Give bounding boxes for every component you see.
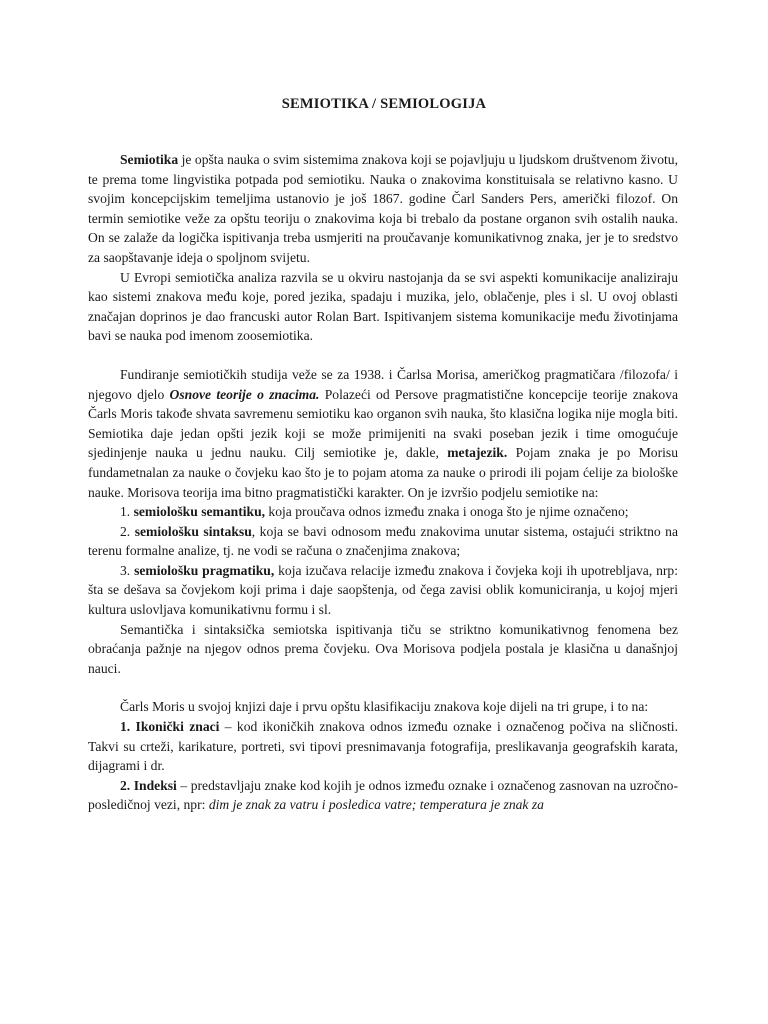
list-item-indeksi: 2. Indeksi – predstavljaju znake kod kojih je odnos između oznake i označenog zasnovan na uzročno-posledičnoj vezi, npr: dim je znak za vatru i posledica vatre; temperatura je znak za: [88, 777, 678, 813]
document-title: SEMIOTIKA / SEMIOLOGIJA: [281, 96, 487, 112]
paragraph-gap: [88, 678, 678, 697]
paragraph-podjela: Semantička i sintaksička semiotska ispitivanja tiču se striktno komunikativnog fenomena bez obraćanja pažnje na njegov odnos prema čovjeku. Ova Morisova podjela postala je klasična u današnjoj nauci.: [88, 621, 678, 676]
paragraph-semiotika: Semiotika je opšta nauka o svim sistemima znakova koji se pojavljuju u ljudskom društvenom životu, te prema tome lingvistika potpada pod semiotiku. Nauka o znakovima konstituisala se relativno kasno. U svojim koncepcijskim temeljima ustanovio je još 1867. godine Čarl Sanders Pers, američki filozof. On termin semiotike veže za opštu teoriju o znakovima koja bi trebalo da postane organon svih ostalih nauka. On se zalaže da logička ispitivanja treba usmjeriti na proučavanje komunikativnog znaka, jer je to sredstvo za saopštavanje ideja o spoljnom svijetu.: [88, 152, 678, 265]
paragraph-klasifikacija: Čarls Moris u svojoj knjizi daje i prvu opštu klasifikaciju znakova koje dijeli na tri grupe, i to na:: [120, 699, 649, 715]
term-semiotika: Semiotika: [120, 152, 179, 167]
book-title: Osnove teorije o znacima.: [169, 386, 320, 402]
list-item-semantika: 1. semiološku semantiku, koja proučava odnos između znaka i onoga što je njime označeno;: [120, 504, 629, 520]
list-item-sintaksa: 2. semiološku sintaksu, koja se bavi odnosom među znakovima unutar sistema, ostajući striktno na terenu formalne analize, tj. ne vodi se računa o značenjima znakova;: [88, 523, 679, 559]
list-item-ikonicki-znaci: 1. Ikonički znaci – kod ikoničkih znakova odnos između oznake i označenog počiva na sličnosti. Takvi su crteži, karikature, portreti, svi tipovi presnimavanja fotografija, preslikavanja geografskih karata, dijagrami i dr.: [88, 719, 678, 774]
paragraph-evropa: U Evropi semiotička analiza razvila se u okviru nastojanja da se svi aspekti komunikacije analiziraju kao sistemi znakova među koje, pored jezika, spadaju i muzika, jelo, oblačenje, ples i sl. U ovoj oblasti značajan doprinos je dao francuski autor Rolan Bart. Ispitivanjem sistema komunikacije među životinjama bavi se nauka pod imenom zoosemiotika.: [88, 269, 678, 344]
term-metajezik: metajezik.: [447, 445, 508, 461]
list-item-pragmatika: 3. semiološku pragmatiku, koja izučava relacije između znakova i čovjeka koji ih upotrebljava, nrp: šta se dešava sa čovjekom koji prima i daje saopštenja, od čega zavisi oblik komuniciranja, u kojoj mjeri kultura uslovljava komunikativnu formu i sl.: [88, 562, 678, 618]
paragraph-moris: Fundiranje semiotičkih studija veže se za 1938. i Čarlsa Morisa, američkog pragmatičara /filozofa/ i njegovo djelo Osnove teorije o znacima. Polazeći od Persove pragmatistične koncepcije teorije znakova Čarls Moris takođe shvata savremenu semiotiku kao organon svih nauka, što klasična logika nije mogla biti. Semiotika daje jedan opšti jezik koji se može primijeniti na svaki poseban jezik i time omogućuje sjedinjenje nauka u jednu nauku. Cilj semiotike je, dakle, metajezik. Pojam znaka je po Morisu fundametnalan za nauke o čovjeku kao što je to pojam atoma za nauke o prirodi ili pojam ćelije za biološke nauke. Morisova teorija ima bitno pragmatistički karakter. On je izvršio podjelu semiotike na:: [88, 366, 678, 500]
document-body: [88, 150, 678, 815]
paragraph-gap: [88, 346, 678, 365]
